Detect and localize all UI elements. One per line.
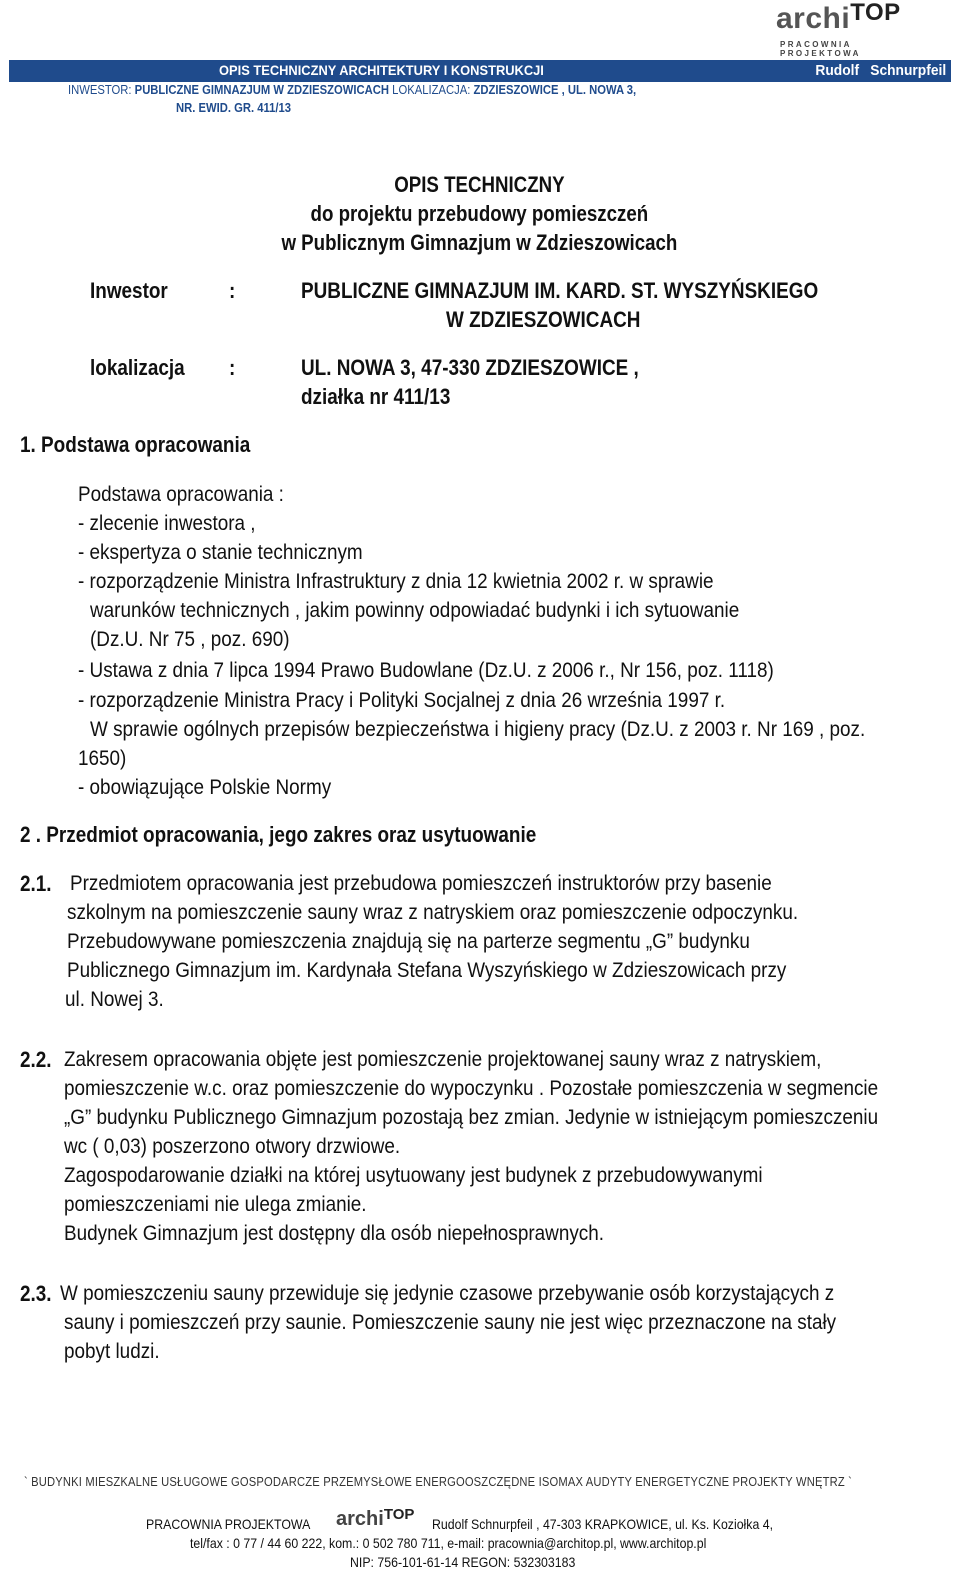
footer-ids: NIP: 756-101-61-14 REGON: 532303183 bbox=[350, 1554, 576, 1570]
s1-line: - ekspertyza o stanie technicznym bbox=[78, 541, 363, 564]
location-value-2: działka nr 411/13 bbox=[301, 384, 451, 409]
location-value-1: UL. NOWA 3, 47-330 ZDZIESZOWICE , bbox=[301, 355, 639, 380]
logo-subtitle: PRACOWNIA PROJEKTOWA bbox=[780, 40, 861, 58]
p21-line: Przebudowywane pomieszczenia znajdują się na parterze segmentu „G” budynku bbox=[67, 930, 750, 953]
p23-line: pobyt ludzi. bbox=[64, 1340, 160, 1363]
p23-number: 2.3. bbox=[20, 1281, 52, 1306]
p23-line: sauny i pomieszczeń przy saunie. Pomieszczenie sauny nie jest więc przeznaczone na stały bbox=[64, 1311, 837, 1334]
doc-title: OPIS TECHNICZNY bbox=[394, 172, 565, 197]
architop-logo bbox=[776, 0, 926, 58]
header-location-label: LOKALIZACJA: bbox=[392, 83, 471, 97]
header-investor-value: PUBLICZNE GIMNAZJUM W ZDZIESZOWICACH bbox=[134, 83, 390, 97]
header-document-title: OPIS TECHNICZNY ARCHITEKTURY I KONSTRUKCJI bbox=[219, 62, 544, 78]
p23-line: W pomieszczeniu sauny przewiduje się jedynie czasowe przebywanie osób korzystających z bbox=[60, 1282, 835, 1305]
footer-logo bbox=[336, 1508, 414, 1531]
investor-value-1: PUBLICZNE GIMNAZJUM IM. KARD. ST. WYSZYŃSKIEGO bbox=[301, 278, 819, 303]
p22-line: wc ( 0,03) poszerzono otwory drzwiowe. bbox=[64, 1135, 401, 1158]
p22-line: pomieszczeniami nie ulega zmianie. bbox=[64, 1193, 367, 1216]
logo-wordmark bbox=[776, 2, 901, 36]
doc-subtitle-2: w Publicznym Gimnazjum w Zdzieszowicach bbox=[281, 230, 678, 255]
s1-line: - obowiązujące Polskie Normy bbox=[78, 776, 332, 799]
section-1-heading: 1. Podstawa opracowania bbox=[20, 432, 251, 457]
s1-line: Podstawa opracowania : bbox=[78, 483, 284, 506]
p22-line: Budynek Gimnazjum jest dostępny dla osób niepełnosprawnych. bbox=[64, 1222, 605, 1245]
s1-line: - zlecenie inwestora , bbox=[78, 512, 256, 535]
p22-line: Zagospodarowanie działki na której usytuowany jest budynek z przebudowywanymi bbox=[64, 1164, 763, 1187]
s1-line: 1650) bbox=[78, 747, 127, 770]
section-2-heading: 2 . Przedmiot opracowania, jego zakres oraz usytuowanie bbox=[20, 822, 537, 847]
s1-line: - rozporządzenie Ministra Infrastruktury z dnia 12 kwietnia 2002 r. w sprawie bbox=[78, 570, 714, 593]
s1-line: - Ustawa z dnia 7 lipca 1994 Prawo Budowlane (Dz.U. z 2006 r., Nr 156, poz. 1118) bbox=[78, 659, 774, 682]
s1-line: (Dz.U. Nr 75 , poz. 690) bbox=[90, 628, 290, 651]
p21-line: Przedmiotem opracowania jest przebudowa pomieszczeń instruktorów przy basenie bbox=[70, 872, 772, 895]
investor-colon: : bbox=[229, 278, 236, 303]
s1-line: - rozporządzenie Ministra Pracy i Polityki Socjalnej z dnia 26 września 1997 r. bbox=[78, 689, 726, 712]
footer-logo-archi: archi bbox=[336, 1508, 384, 1530]
logo-archi: archi bbox=[776, 2, 851, 35]
p22-line: „G” budynku Publicznego Gimnazjum pozostają bez zmian. Jedynie w istniejącym pomieszczeniu bbox=[64, 1106, 879, 1129]
p22-line: Zakresem opracowania objęte jest pomieszczenie projektowanej sauny wraz z natryskiem, bbox=[64, 1048, 822, 1071]
footer-address: Rudolf Schnurpfeil , 47-303 KRAPKOWICE, ul. Ks. Koziołka 4, bbox=[432, 1516, 774, 1532]
p22-number: 2.2. bbox=[20, 1047, 52, 1072]
header-location-line2: NR. EWID. GR. 411/13 bbox=[176, 101, 292, 115]
p21-line: szkolnym na pomieszczenie sauny wraz z natryskiem oraz pomieszczenie odpoczynku. bbox=[67, 901, 799, 924]
footer-studio: PRACOWNIA PROJEKTOWA bbox=[146, 1516, 311, 1532]
logo-top: TOP bbox=[850, 0, 901, 26]
investor-value-2: W ZDZIESZOWICACH bbox=[446, 307, 641, 332]
footer-services: ` BUDYNKI MIESZKALNE USŁUGOWE GOSPODARCZE PRZEMYSŁOWE ENERGOOSZCZĘDNE ISOMAX AUDYTY ENERGETYCZNE PROJEKTY WNĘTRZ ` bbox=[24, 1474, 852, 1489]
header-location-value: ZDZIESZOWICE , UL. NOWA 3, bbox=[473, 83, 637, 97]
p21-line: Publicznego Gimnazjum im. Kardynała Stefana Wyszyńskiego w Zdzieszowicach przy bbox=[67, 959, 787, 982]
header-author: Rudolf Schnurpfeil bbox=[815, 62, 946, 79]
location-colon: : bbox=[229, 355, 236, 380]
footer-contact: tel/fax : 0 77 / 44 60 222, kom.: 0 502 780 711, e-mail: pracownia@architop.pl, www.architop.pl bbox=[190, 1535, 707, 1551]
s1-line: warunków technicznych , jakim powinny odpowiadać budynki i ich sytuowanie bbox=[90, 599, 740, 622]
investor-label: Inwestor bbox=[90, 278, 168, 303]
s1-line: W sprawie ogólnych przepisów bezpieczeństwa i higieny pracy (Dz.U. z 2003 r. Nr 169 , poz. bbox=[90, 718, 866, 741]
p21-number: 2.1. bbox=[20, 871, 52, 896]
p21-line: ul. Nowej 3. bbox=[65, 988, 164, 1011]
header-investor-label: INWESTOR: bbox=[68, 83, 132, 97]
header-investor-line bbox=[68, 83, 636, 97]
location-label: lokalizacja bbox=[90, 355, 185, 380]
doc-subtitle-1: do projektu przebudowy pomieszczeń bbox=[310, 201, 649, 226]
p22-line: pomieszczenie w.c. oraz pomieszczenie do wypoczynku . Pozostałe pomieszczenia w segmencie bbox=[64, 1077, 879, 1100]
footer-logo-top: TOP bbox=[383, 1506, 415, 1523]
